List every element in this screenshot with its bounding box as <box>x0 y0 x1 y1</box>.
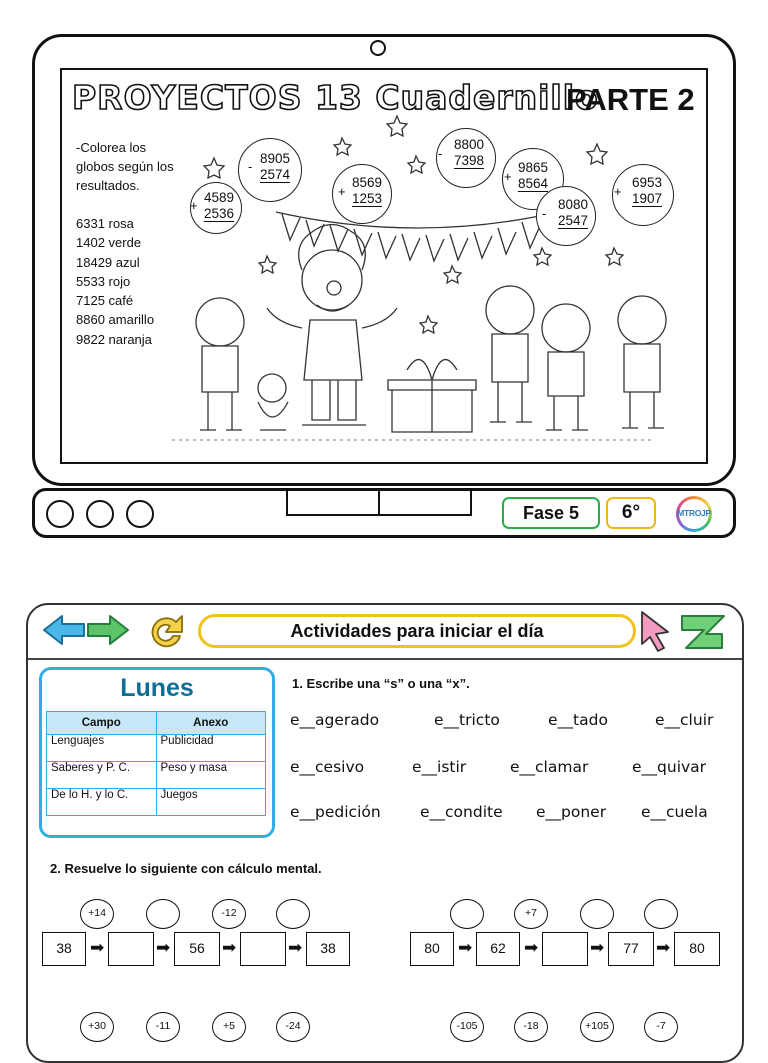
schedule-day: Lunes <box>120 674 194 702</box>
arrow-right-icon: ➡ <box>288 938 303 957</box>
answer-box[interactable] <box>542 932 588 966</box>
circle-icon <box>86 500 114 528</box>
word-blank[interactable]: e__tado <box>548 711 608 729</box>
number-box: 80 <box>674 932 720 966</box>
operation-circle: -105 <box>450 1012 484 1042</box>
legend-item: 5533 rojo <box>76 273 131 289</box>
fase-badge: Fase 5 <box>502 497 600 529</box>
operation-circle[interactable] <box>450 899 484 929</box>
arrow-right-icon: ➡ <box>90 938 105 957</box>
operation-circle[interactable] <box>146 899 180 929</box>
table-row <box>47 762 266 789</box>
operation-circle: +14 <box>80 899 114 929</box>
logo-text: MTROJP <box>677 508 711 518</box>
arrow-right-icon: ➡ <box>222 938 237 957</box>
table-row <box>47 789 266 816</box>
question-2-title: 2. Resuelve lo siguiente con cálculo mental. <box>50 861 322 876</box>
project-title: PROYECTOS 13 Cuadernillo <box>72 78 599 117</box>
word-blank[interactable]: e__poner <box>536 803 607 821</box>
project-screen <box>60 68 708 464</box>
word-blank[interactable]: e__istir <box>412 758 467 776</box>
color-legend <box>76 214 154 349</box>
number-box: 56 <box>174 932 220 966</box>
operation-circle[interactable] <box>580 899 614 929</box>
word-blank[interactable]: e__quivar <box>632 758 707 776</box>
legend-item: 9822 naranja <box>76 331 152 347</box>
operation-circle: +5 <box>212 1012 246 1042</box>
table-cell: Juegos <box>156 789 266 816</box>
operation-circle: -7 <box>644 1012 678 1042</box>
number-box: 80 <box>410 932 454 966</box>
operation-circle: -18 <box>514 1012 548 1042</box>
table-row <box>47 735 266 762</box>
answer-box[interactable] <box>108 932 154 966</box>
table-cell: Lenguajes <box>47 735 157 762</box>
legend-item: 1402 verde <box>76 235 142 251</box>
instructions-text: -Colorea los globos según los resultados. <box>76 140 174 193</box>
activities-title: Actividades para iniciar el día <box>198 614 636 648</box>
part-title: PARTE 2 <box>566 82 695 117</box>
table-cell: Saberes y P. C. <box>47 762 157 789</box>
arrow-right-icon: ➡ <box>524 938 539 957</box>
header-divider <box>28 658 742 660</box>
operation-circle: +7 <box>514 899 548 929</box>
number-box: 77 <box>608 932 654 966</box>
arrow-right-icon: ➡ <box>156 938 171 957</box>
legend-item: 6331 rosa <box>76 216 134 231</box>
arrow-right-icon: ➡ <box>656 938 671 957</box>
question-1-title: 1. Escribe una “s” o una “x”. <box>292 676 470 691</box>
legend-item: 7125 café <box>76 293 134 309</box>
answer-box[interactable]: 62 <box>476 932 520 966</box>
back-forward-arrows-icon[interactable] <box>40 610 132 650</box>
schedule-table <box>46 711 266 816</box>
operation-circle: +30 <box>80 1012 114 1042</box>
table-header-row <box>47 712 266 735</box>
word-blank[interactable]: e__clamar <box>510 758 589 776</box>
check-arrow-icon[interactable] <box>678 612 728 652</box>
number-box: 38 <box>42 932 86 966</box>
refresh-icon[interactable] <box>146 612 188 652</box>
operation-circle[interactable] <box>644 899 678 929</box>
operation-circle: +105 <box>580 1012 614 1042</box>
table-cell: De lo H. y lo C. <box>47 789 157 816</box>
operation-circle: -24 <box>276 1012 310 1042</box>
word-blank[interactable]: e__cluir <box>655 711 714 729</box>
camera-icon <box>370 40 386 56</box>
arrow-right-icon: ➡ <box>590 938 605 957</box>
balloon-operation: - 8080 2547 <box>542 197 588 228</box>
word-blank[interactable]: e__pedición <box>290 803 381 821</box>
table-cell: Peso y masa <box>156 762 266 789</box>
balloon-operation: - 8800 7398 <box>438 137 484 168</box>
column-header: Campo <box>47 712 157 735</box>
circle-icon <box>46 500 74 528</box>
balloon-operation: + 6953 1907 <box>614 175 662 206</box>
arrow-right-icon: ➡ <box>458 938 473 957</box>
pointer-cursor-icon[interactable] <box>636 608 674 654</box>
balloon-operation: + 4589 2536 <box>190 190 234 221</box>
word-blank[interactable]: e__condite <box>420 803 503 821</box>
balloon-operation: + 8569 1253 <box>338 175 382 206</box>
operation-circle: -12 <box>212 899 246 929</box>
party-illustration <box>62 70 706 462</box>
circle-icon <box>126 500 154 528</box>
legend-item: 8860 amarillo <box>76 312 155 328</box>
word-blank[interactable]: e__tricto <box>434 711 500 729</box>
legend-item: 18429 azul <box>76 254 140 270</box>
operation-circle[interactable] <box>276 899 310 929</box>
word-blank[interactable]: e__cesivo <box>290 758 365 776</box>
word-blank[interactable]: e__agerado <box>290 711 380 729</box>
column-header: Anexo <box>156 712 266 735</box>
table-cell: Publicidad <box>156 735 266 762</box>
balloon-operation: + 9865 8564 <box>504 160 548 191</box>
word-blank[interactable]: e__cuela <box>641 803 708 821</box>
balloon-operation: - 8905 2574 <box>248 151 290 182</box>
number-box: 38 <box>306 932 350 966</box>
grade-badge: 6° <box>606 497 656 529</box>
operation-circle: -11 <box>146 1012 180 1042</box>
trackpad-divider <box>378 488 380 516</box>
answer-box[interactable] <box>240 932 286 966</box>
